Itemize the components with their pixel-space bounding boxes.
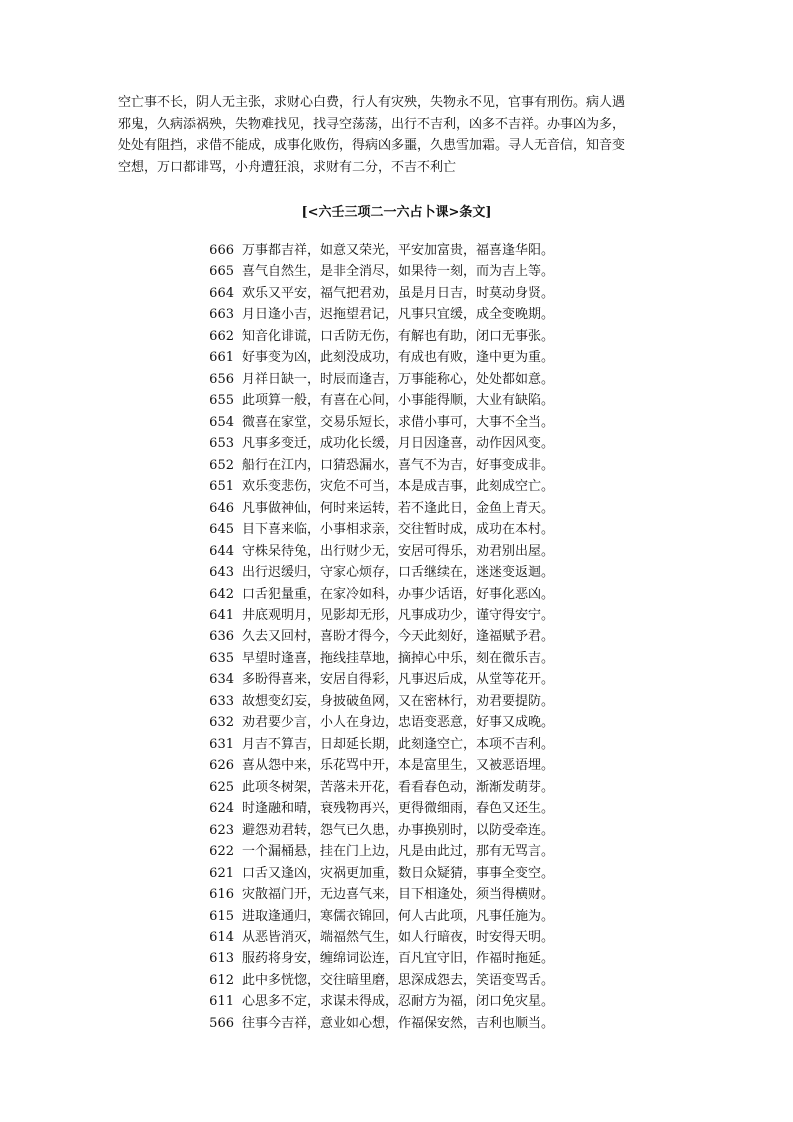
- entry-text: 欢乐变悲伤，灾危不可当，本是成吉事，此刻成空亡。: [242, 479, 555, 495]
- entry-text: 守株呆待兔，出行财少无，安居可得乐，劝君别出屋。: [242, 543, 555, 559]
- entry-number: 633: [209, 693, 234, 709]
- entry-list: [204, 240, 604, 1034]
- entry-number: 666: [209, 243, 234, 258]
- list-item: [204, 669, 604, 690]
- list-item: [204, 433, 604, 454]
- list-item: [204, 691, 604, 712]
- intro-line: 空想，万口都诽骂，小舟遭狂浪，求财有二分，不吉不利亡: [118, 159, 457, 175]
- list-item: [204, 390, 604, 411]
- entry-number: 621: [209, 865, 234, 881]
- entry-number: 613: [209, 951, 234, 967]
- list-item: [204, 369, 604, 390]
- list-item: [204, 906, 604, 927]
- entry-number: 622: [209, 844, 234, 860]
- entry-number: 625: [209, 779, 234, 795]
- entry-number: 642: [209, 586, 234, 602]
- entry-number: 566: [209, 1015, 234, 1031]
- entry-number: 662: [209, 328, 234, 344]
- entry-text: 进取逢通归，寒儒衣锦回，何人古此项，凡事任施为。: [242, 908, 555, 924]
- list-item: [204, 240, 604, 261]
- list-item: [204, 970, 604, 991]
- entry-text: 灾散福门开，无边喜气来，目下相逢处，须当得横财。: [242, 887, 555, 903]
- entry-number: 631: [209, 736, 234, 752]
- entry-text: 好事变为凶，此刻没成功，有成也有败，逢中更为重。: [242, 350, 555, 366]
- list-item: [204, 991, 604, 1012]
- entry-text: 万事都吉祥，如意又荣光，平安加富贵，福喜逢华阳。: [242, 243, 555, 258]
- entry-text: 避怨劝君转，怨气已久患，办事换别时，以防受牵连。: [242, 822, 555, 838]
- entry-number: 646: [209, 500, 234, 516]
- entry-number: 623: [209, 822, 234, 838]
- list-item: [204, 798, 604, 819]
- entry-text: 月吉不算吉，日却延长期，此刻逢空亡，本项不吉利。: [242, 736, 555, 752]
- entry-text: 喜从怨中来，乐花骂中开，本是富里生，又被恶语埋。: [242, 758, 555, 774]
- list-item: [204, 734, 604, 755]
- list-item: [204, 712, 604, 733]
- list-item: [204, 1013, 604, 1034]
- list-item: [204, 412, 604, 433]
- entry-text: 知音化诽谎，口舌防无伤，有解也有助，闭口无事张。: [242, 328, 555, 344]
- entry-text: 此中多恍惚，交往暗里磨，思深成怨去，笑语变骂舌。: [242, 972, 555, 988]
- entry-number: 615: [209, 908, 234, 924]
- section-title: [<六壬三项二一六占卜课>条文]: [301, 205, 492, 220]
- entry-text: 时逢融和晴，衰残物再兴，更得微细雨，春色又还生。: [242, 801, 555, 817]
- entry-text: 井底观明月，见影却无形，凡事成功少，谨守得安宁。: [242, 607, 555, 623]
- entry-text: 往事今吉祥，意业如心想，作福保安然，吉利也顺当。: [242, 1015, 555, 1031]
- entry-text: 多盼得喜来，安居自得彩，凡事迟后成，从堂等花开。: [242, 672, 555, 688]
- entry-text: 口舌犯量重，在家冷如科，办事少话语，好事化恶凶。: [242, 586, 555, 602]
- entry-number: 661: [209, 350, 234, 366]
- entry-number: 664: [209, 285, 234, 301]
- entry-text: 此项算一般，有喜在心间，小事能得顺，大业有缺陷。: [242, 393, 555, 409]
- entry-number: 655: [209, 393, 234, 409]
- entry-text: 出行迟缓归，守家心烦存，口舌继续在，迷迷变返迴。: [242, 565, 555, 581]
- list-item: [204, 304, 604, 325]
- entry-text: 船行在江内，口猜恐漏水，喜气不为吉，好事变成非。: [242, 457, 555, 473]
- entry-text: 微喜在家堂，交易乐短长，求借小事可，大事不全当。: [242, 414, 555, 430]
- list-item: [204, 541, 604, 562]
- entry-text: 此项冬树架，苦落未开花，看看春色动，渐渐发萌芽。: [242, 779, 555, 795]
- list-item: [204, 283, 604, 304]
- list-item: [204, 261, 604, 282]
- entry-text: 心思多不定，求谋未得成，忍耐方为福，闭口免灾星。: [242, 994, 555, 1010]
- list-item: [204, 820, 604, 841]
- intro-line: 邪鬼，久病添祸殃，失物难找见，找寻空荡荡，出行不吉利，凶多不吉祥。办事凶为多，: [118, 116, 626, 132]
- intro-line: 处处有阻挡，求借不能成，成事化败伤，得病凶多噩，久患雪加霜。寻人无音信，知音变: [118, 138, 626, 154]
- list-item: [204, 476, 604, 497]
- entry-number: 632: [209, 715, 234, 731]
- list-item: [204, 884, 604, 905]
- entry-number: 636: [209, 629, 234, 645]
- intro-line: 空亡事不长，阴人无主张，求财心白费，行人有灾殃，失物永不见，官事有刑伤。病人遇: [118, 95, 626, 110]
- entry-number: 663: [209, 307, 234, 323]
- entry-text: 目下喜来临，小事相求亲，交往暂时成，成功在本村。: [242, 522, 555, 538]
- list-item: [204, 755, 604, 776]
- entry-number: 645: [209, 522, 234, 538]
- list-item: [204, 562, 604, 583]
- list-item: [204, 455, 604, 476]
- entry-number: 641: [209, 607, 234, 623]
- entry-number: 635: [209, 650, 234, 666]
- entry-number: 643: [209, 565, 234, 581]
- entry-number: 626: [209, 758, 234, 774]
- list-item: [204, 605, 604, 626]
- list-item: [204, 347, 604, 368]
- list-item: [204, 626, 604, 647]
- list-item: [204, 863, 604, 884]
- list-item: [204, 648, 604, 669]
- entry-number: 611: [209, 994, 234, 1010]
- list-item: [204, 498, 604, 519]
- entry-text: 早望时逢喜，拖线挂草地，摘掉心中乐，刻在微乐吉。: [242, 650, 555, 666]
- entry-number: 624: [209, 801, 234, 817]
- entry-number: 644: [209, 543, 234, 559]
- list-item: [204, 948, 604, 969]
- entry-text: 凡事做神仙，何时来运转，若不逢此日，金鱼上青天。: [242, 500, 555, 516]
- entry-text: 欢乐又平安，福气把君劝，虽是月日吉，时莫动身贤。: [242, 285, 555, 301]
- entry-number: 616: [209, 887, 234, 903]
- entry-text: 口舌又逢凶，灾祸更加重，数日众疑猜，事事全变空。: [242, 865, 555, 881]
- entry-text: 劝君要少言，小人在身边，忠语变恶意，好事又成晚。: [242, 715, 555, 731]
- list-item: [204, 519, 604, 540]
- entry-text: 喜气自然生，是非全消尽，如果待一刻，而为吉上等。: [242, 264, 555, 280]
- entry-number: 656: [209, 371, 234, 387]
- entry-text: 从恶皆消灭，端福然气生，如人行暗夜，时安得天明。: [242, 930, 555, 945]
- entry-number: 612: [209, 972, 234, 988]
- entry-number: 651: [209, 479, 234, 495]
- entry-text: 月日逢小吉，迟拖望君记，凡事只宜缓，成全变晚期。: [242, 307, 555, 323]
- entry-text: 久去又回村，喜盼才得今，今天此刻好，逢福赋予君。: [242, 629, 555, 645]
- entry-number: 654: [209, 414, 234, 430]
- entry-number: 634: [209, 672, 234, 688]
- entry-text: 服药将身安，缠绵词讼连，百凡宜守旧，作福时拖延。: [242, 951, 555, 967]
- entry-text: 凡事多变迁，成功化长缓，月日因逢喜，动作因风变。: [242, 436, 555, 452]
- entry-number: 665: [209, 264, 234, 280]
- list-item: [204, 326, 604, 347]
- entry-text: 故想变幻妄，身披破鱼网，又在密林行，劝君要提防。: [242, 693, 555, 709]
- intro-paragraph: [118, 92, 678, 178]
- list-item: [204, 927, 604, 948]
- entry-number: 652: [209, 457, 234, 473]
- list-item: [204, 841, 604, 862]
- entry-text: 月祥日缺一，时辰而逢吉，万事能称心，处处都如意。: [242, 371, 555, 387]
- list-item: [204, 777, 604, 798]
- entry-number: 614: [209, 930, 234, 945]
- entry-text: 一个漏桶悬，挂在门上边，凡是由此过，那有无骂言。: [242, 844, 555, 860]
- list-item: [204, 584, 604, 605]
- entry-number: 653: [209, 436, 234, 452]
